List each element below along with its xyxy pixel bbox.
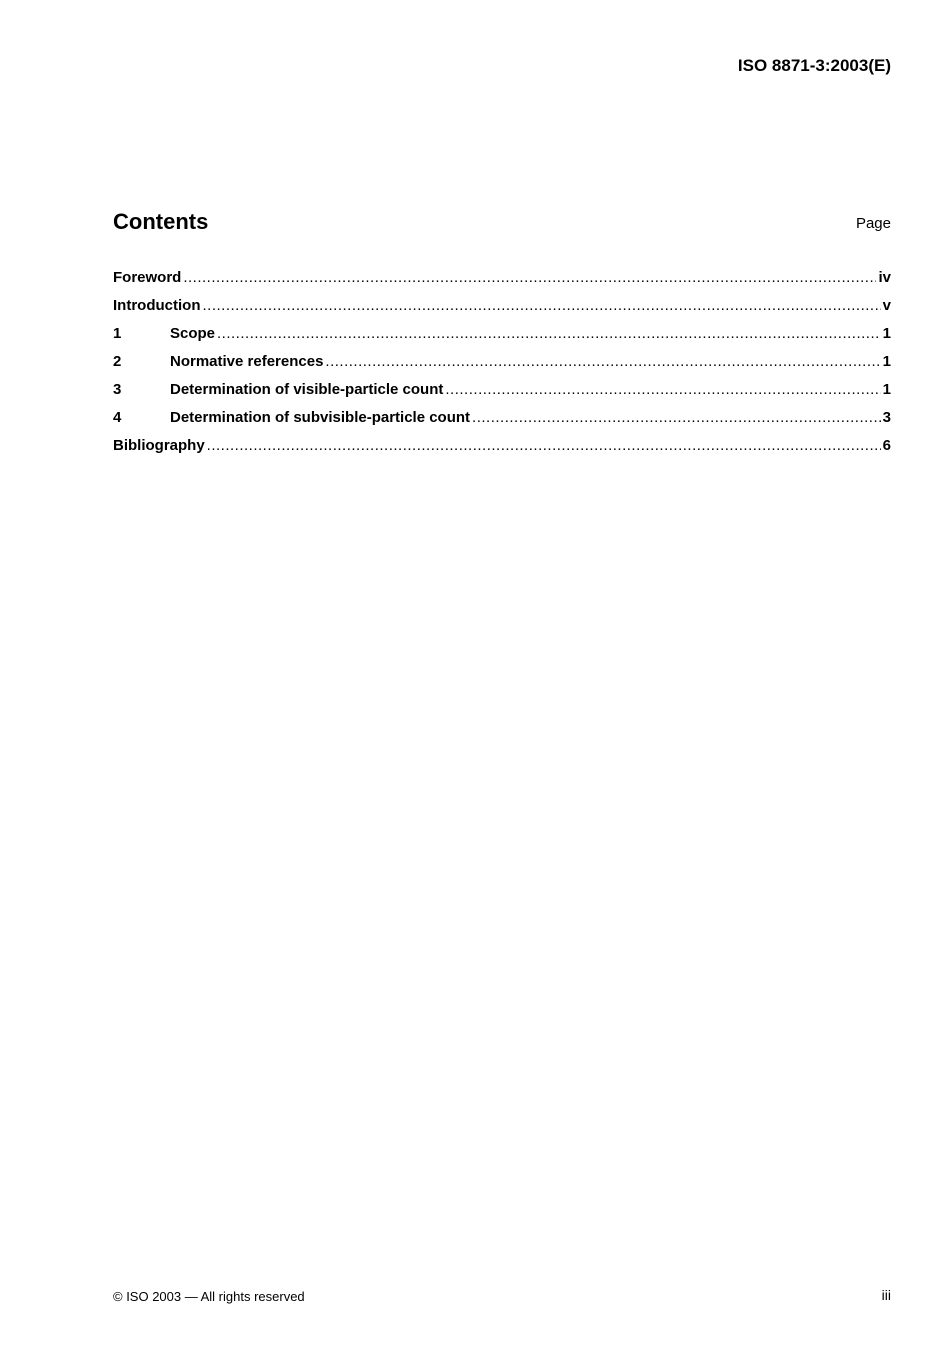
footer-page-number: iii bbox=[881, 1287, 891, 1303]
toc-entry-page: 3 bbox=[882, 409, 891, 426]
toc-entry-title: Introduction bbox=[113, 297, 201, 314]
toc-entry-foreword[interactable] bbox=[113, 269, 891, 297]
table-of-contents bbox=[113, 269, 891, 465]
footer-copyright: © ISO 2003 — All rights reserved bbox=[113, 1289, 305, 1304]
toc-dot-leader bbox=[445, 381, 880, 399]
toc-dot-leader bbox=[183, 269, 876, 287]
toc-entry-title: Determination of visible-particle count bbox=[170, 381, 444, 398]
page-column-label: Page bbox=[855, 215, 891, 232]
toc-dot-leader bbox=[217, 325, 881, 343]
toc-dot-leader bbox=[207, 437, 881, 455]
toc-entry-page: 1 bbox=[882, 325, 891, 342]
toc-dot-leader bbox=[202, 297, 880, 315]
toc-dot-leader bbox=[325, 353, 880, 371]
document-id: ISO 8871-3:2003(E) bbox=[737, 56, 891, 75]
toc-entry-number: 2 bbox=[113, 353, 122, 370]
toc-entry-number: 3 bbox=[113, 381, 122, 398]
toc-entry-visible-particle-count[interactable] bbox=[113, 381, 891, 409]
toc-entry-bibliography[interactable] bbox=[113, 437, 891, 465]
contents-title: Contents bbox=[113, 209, 209, 234]
toc-entry-number: 1 bbox=[113, 325, 122, 342]
toc-entry-scope[interactable] bbox=[113, 325, 891, 353]
toc-entry-title: Bibliography bbox=[113, 437, 205, 454]
toc-entry-number: 4 bbox=[113, 409, 122, 426]
toc-dot-leader bbox=[472, 409, 881, 427]
toc-entry-page: iv bbox=[878, 269, 891, 286]
toc-entry-title: Foreword bbox=[113, 269, 182, 286]
toc-entry-title: Scope bbox=[170, 325, 216, 342]
toc-entry-page: 1 bbox=[882, 353, 891, 370]
toc-entry-page: 6 bbox=[882, 437, 891, 454]
toc-entry-title: Determination of subvisible-particle count bbox=[170, 409, 471, 426]
contents-header bbox=[113, 209, 891, 237]
toc-entry-title: Normative references bbox=[170, 353, 324, 370]
toc-entry-normative-references[interactable] bbox=[113, 353, 891, 381]
toc-entry-subvisible-particle-count[interactable] bbox=[113, 409, 891, 437]
toc-entry-introduction[interactable] bbox=[113, 297, 891, 325]
toc-entry-page: 1 bbox=[882, 381, 891, 398]
toc-entry-page: v bbox=[882, 297, 891, 314]
